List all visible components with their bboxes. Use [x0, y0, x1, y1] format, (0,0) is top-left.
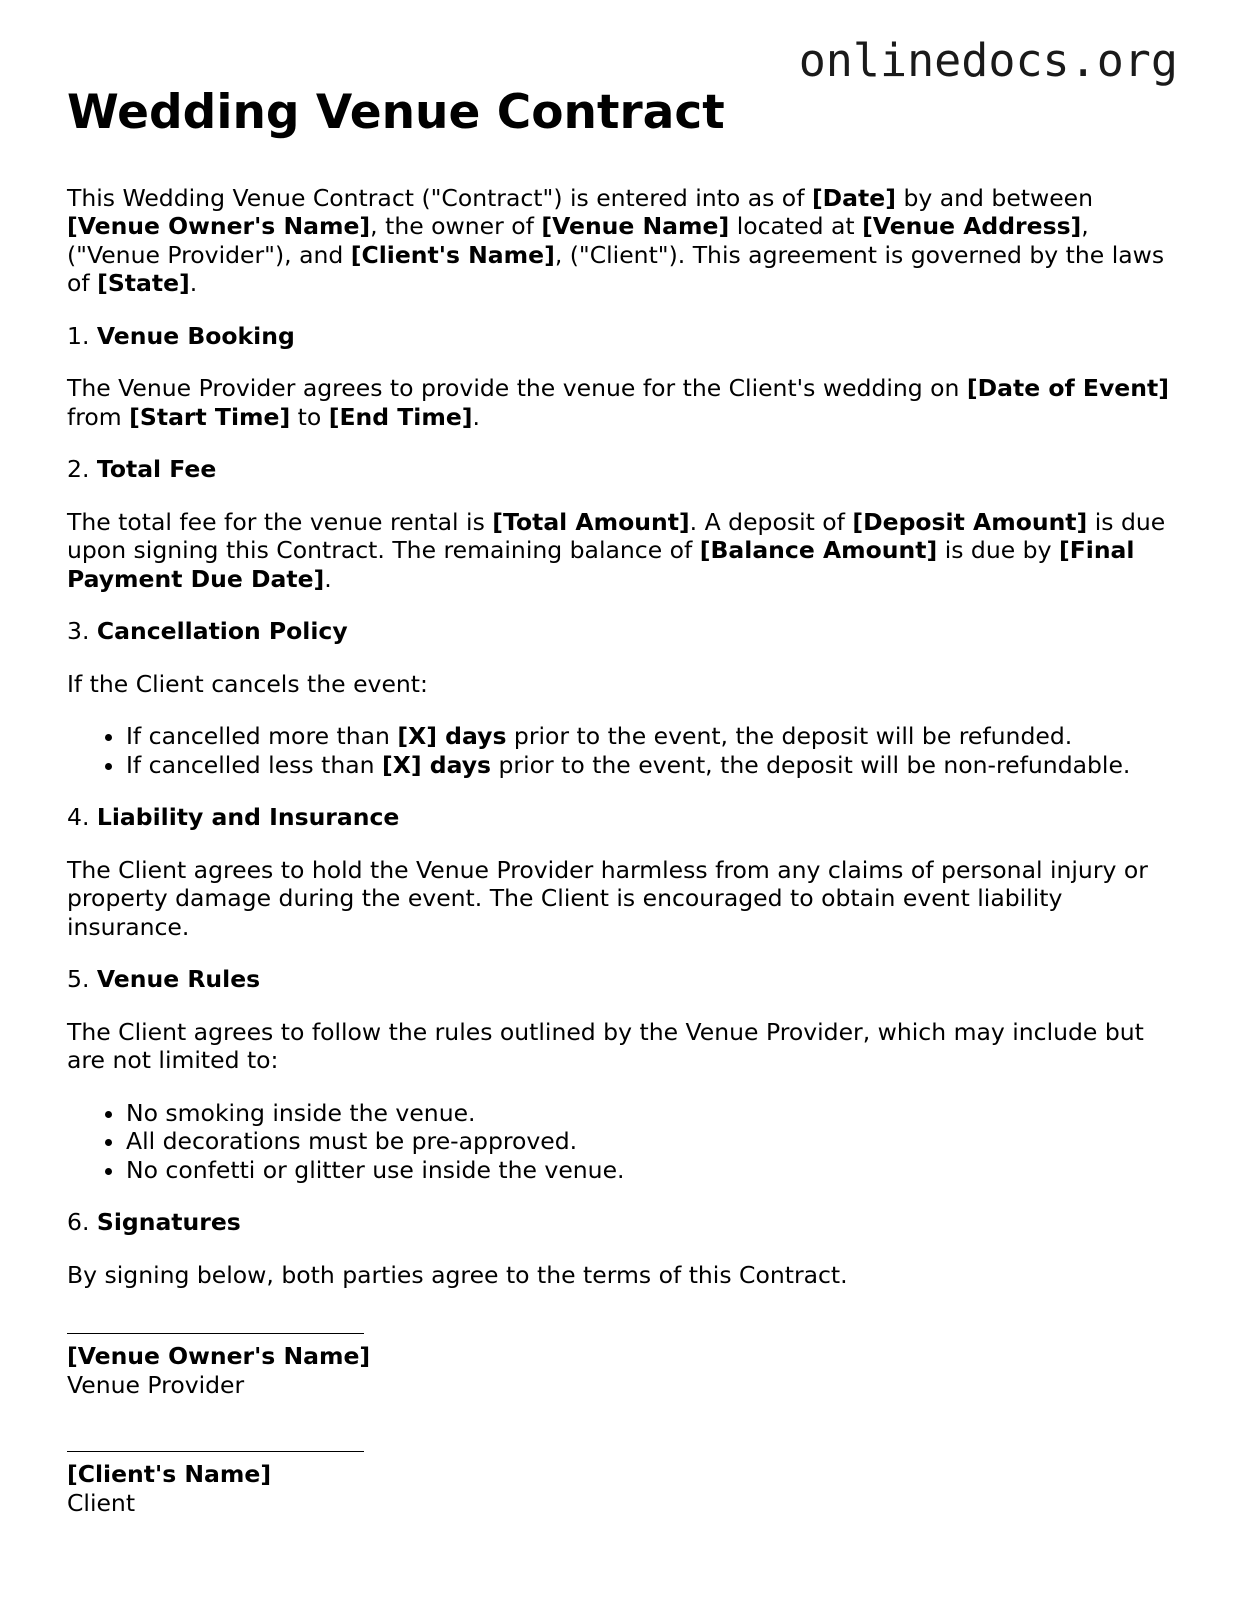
watermark-logo: onlinedocs.org — [798, 34, 1178, 87]
section-body-venue-rules: The Client agrees to follow the rules outlined by the Venue Provider, which may include but are not limited to: — [67, 1017, 1144, 1075]
section-heading-liability: 4. Liability and Insurance — [67, 803, 400, 832]
signer-name: [Venue Owner's Name] — [67, 1342, 371, 1371]
section-body-total-fee: The total fee for the venue rental is [Total Amount]. A deposit of [Deposit Amount] is due upon signing this Contract. The remaining balance of [Balance Amount] is due by [Final Payment Due Date]. — [67, 507, 1166, 593]
list-item: • If cancelled less than [X] days prior to the event, the deposit will be non-refundable. — [126, 751, 1177, 780]
section-heading-signatures: 6. Signatures — [67, 1208, 241, 1237]
list-item: • If cancelled more than [X] days prior to the event, the deposit will be refunded. — [126, 722, 1177, 751]
venue-owner-placeholder: [Venue Owner's Name] — [67, 212, 371, 241]
state-placeholder: [State] — [97, 269, 190, 298]
list-item: • All decorations must be pre-approved. — [126, 1127, 1177, 1156]
intro-paragraph: This Wedding Venue Contract ("Contract") is entered into as of [Date] by and between [Venue Owner's Name], the owner of [Venue Name] located at [Venue Address], ("Venue Provider"), and [Client's Name], ("Client"). This agreement is governed by the laws of [State]. — [67, 183, 1165, 298]
section-heading-venue-rules: 5. Venue Rules — [67, 965, 261, 994]
section-heading-total-fee: 2. Total Fee — [67, 455, 217, 484]
venue-name-placeholder: [Venue Name] — [541, 212, 730, 241]
document-page — [67, 84, 1177, 1517]
signature-block-client — [67, 1431, 1177, 1517]
signature-line[interactable] — [67, 1431, 364, 1452]
signer-name: [Client's Name] — [67, 1460, 272, 1489]
venue-rules-list — [67, 1099, 1177, 1185]
venue-address-placeholder: [Venue Address] — [862, 212, 1082, 241]
signature-line[interactable] — [67, 1313, 364, 1334]
client-name-placeholder: [Client's Name] — [350, 240, 555, 269]
list-item: • No confetti or glitter use inside the venue. — [126, 1156, 1177, 1185]
section-heading-venue-booking: 1. Venue Booking — [67, 321, 295, 350]
section-body-signatures: By signing below, both parties agree to the terms of this Contract. — [67, 1260, 848, 1289]
date-placeholder: [Date] — [811, 183, 896, 212]
list-item: • No smoking inside the venue. — [126, 1099, 1177, 1128]
signature-block-venue-provider — [67, 1313, 1177, 1399]
section-body-venue-booking: The Venue Provider agrees to provide the venue for the Client's wedding on [Date of Event] from [Start Time] to [End Time]. — [67, 374, 1169, 431]
signer-role: Venue Provider — [67, 1370, 245, 1399]
cancellation-list — [67, 722, 1177, 779]
section-body-liability: The Client agrees to hold the Venue Provider harmless from any claims of personal injury or property damage during the event. The Client is encouraged to obtain event liability insurance. — [67, 855, 1148, 941]
section-heading-cancellation-policy: 3. Cancellation Policy — [67, 617, 348, 646]
page-title: Wedding Venue Contract — [67, 85, 725, 140]
signer-role: Client — [67, 1488, 136, 1517]
section-intro-cancellation: If the Client cancels the event: — [67, 669, 428, 698]
